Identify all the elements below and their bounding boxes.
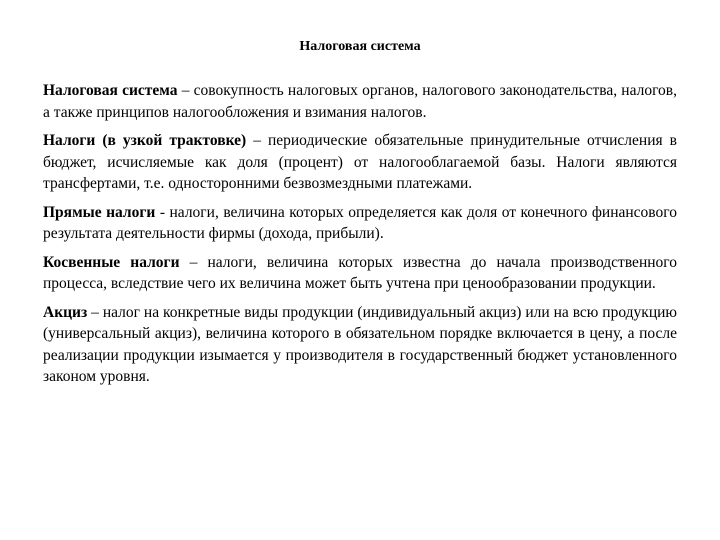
term-excise: Акциз: [43, 303, 88, 321]
definition-direct-taxes: - налоги, величина которых определяется как доля от конечного финансового результата деятельности фирмы (дохода, прибыли).: [43, 203, 677, 242]
term-indirect-taxes: Косвенные налоги: [43, 253, 180, 271]
slide-body: [43, 80, 677, 395]
paragraph-tax-system: [43, 80, 677, 123]
definition-excise: – налог на конкретные виды продукции (индивидуальный акциз) или на всю продукцию (универсальный акциз), величина которого в обязательном порядке включается в цену, а после реализации продукции изымается у производителя в государственный бюджет установленного законом уровня.: [43, 303, 677, 385]
page-title: Налоговая система: [299, 39, 421, 54]
paragraph-indirect-taxes: [43, 252, 677, 295]
term-tax-system: Налоговая система: [43, 82, 178, 99]
paragraph-direct-taxes: [43, 202, 677, 245]
paragraph-excise: [43, 302, 677, 388]
term-direct-taxes: Прямые налоги: [43, 203, 156, 221]
paragraph-taxes-narrow: [43, 130, 677, 195]
definition-indirect-taxes: – налоги, величина которых известна до начала производственного процесса, вследствие чего их величина может быть учтена при ценообразовании продукции.: [43, 253, 677, 292]
term-taxes-narrow: Налоги (в узкой трактовке): [43, 132, 247, 149]
definition-tax-system: – совокупность налоговых органов, налогового законодательства, налогов, а также принципов налогообложения и взимания налогов.: [43, 82, 678, 121]
definition-taxes-narrow: – периодические обязательные принудительные отчисления в бюджет, исчисляемые как доля (процент) от налогооблагаемой базы. Налоги являются трансфертами, т.е. односторонними безвозмездными платежами.: [43, 132, 677, 192]
